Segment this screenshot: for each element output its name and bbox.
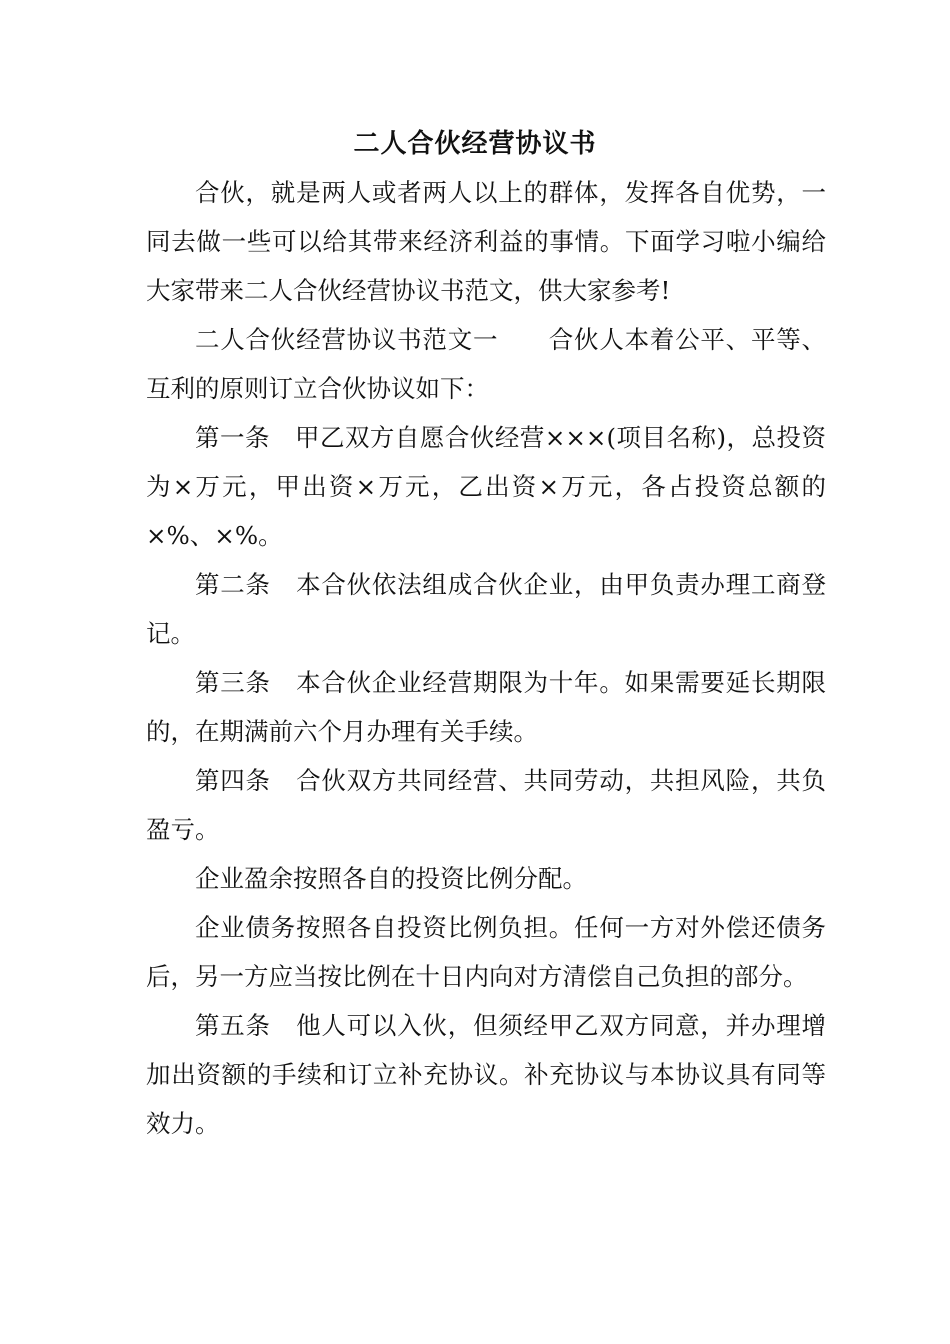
paragraph-article-3: 第三条 本合伙企业经营期限为十年。如果需要延长期限的，在期满前六个月办理有关手续。 xyxy=(146,668,826,746)
paragraph-sample-heading: 二人合伙经营协议书范文一 合伙人本着公平、平等、互利的原则订立合伙协议如下： xyxy=(146,325,826,403)
document-body xyxy=(146,168,826,1148)
paragraph-intro: 合伙，就是两人或者两人以上的群体，发挥各自优势，一同去做一些可以给其带来经济利益的事情。下面学习啦小编给大家带来二人合伙经营协议书范文，供大家参考! xyxy=(146,178,826,305)
paragraph-profit: 企业盈余按照各自的投资比例分配。 xyxy=(195,864,587,893)
document-title: 二人合伙经营协议书 xyxy=(353,129,597,159)
paragraph-article-1: 第一条 甲乙双方自愿合伙经营×××(项目名称)，总投资为×万元，甲出资×万元，乙出资×万元，各占投资总额的×%、×%。 xyxy=(146,423,826,550)
paragraph-debt: 企业债务按照各自投资比例负担。任何一方对外偿还债务后，另一方应当按比例在十日内向对方清偿自己负担的部分。 xyxy=(146,913,826,991)
paragraph-article-2: 第二条 本合伙依法组成合伙企业，由甲负责办理工商登记。 xyxy=(146,570,826,648)
paragraph-article-4: 第四条 合伙双方共同经营、共同劳动，共担风险，共负盈亏。 xyxy=(146,766,826,844)
paragraph-article-5: 第五条 他人可以入伙，但须经甲乙双方同意，并办理增加出资额的手续和订立补充协议。补充协议与本协议具有同等效力。 xyxy=(146,1011,826,1138)
